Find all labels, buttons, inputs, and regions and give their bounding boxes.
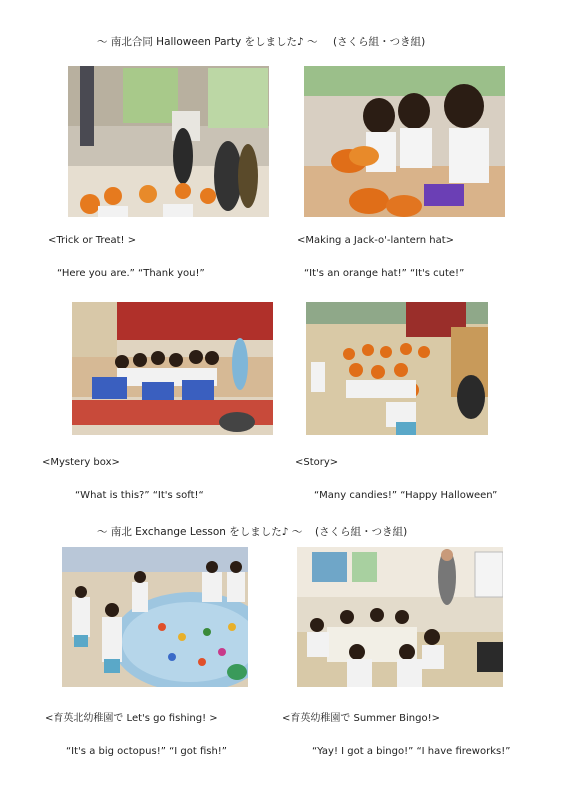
section2-title: 〜 南北 Exchange Lesson をしました♪ 〜 [97, 526, 303, 538]
section2-classes: (さくら組・つき組) [315, 526, 408, 538]
quote-6: “Yay! I got a bingo!” “I have fireworks!” [312, 746, 511, 757]
photo-lets-go-fishing [62, 547, 248, 687]
section1-title: 〜 南北合同 Halloween Party をしました♪ 〜 [97, 36, 318, 48]
photo-summer-bingo [297, 547, 503, 687]
photo-jack-o-lantern-hat [304, 66, 505, 217]
quote-4: “Many candies!” “Happy Halloween” [314, 490, 498, 501]
quote-3: “What is this?” “It's soft!“ [75, 490, 204, 501]
photo-mystery-box [72, 302, 273, 435]
photo-story [306, 302, 488, 435]
quote-1: “Here you are.” “Thank you!” [57, 268, 205, 279]
caption-2: <Making a Jack-o'-lantern hat> [297, 235, 455, 246]
quote-2: “It's an orange hat!” “It's cute!” [304, 268, 465, 279]
caption-4: <Story> [295, 457, 339, 468]
caption-3: <Mystery box> [42, 457, 120, 468]
section1-classes: (さくら組・つき組) [333, 36, 426, 48]
caption-5: <育英北幼稚園で Let's go fishing! > [45, 713, 218, 724]
caption-1: <Trick or Treat! > [48, 235, 137, 246]
quote-5: “It's a big octopus!” “I got fish!” [66, 746, 227, 757]
caption-6: <育英幼稚園で Summer Bingo!> [282, 713, 440, 724]
photo-trick-or-treat [68, 66, 269, 217]
